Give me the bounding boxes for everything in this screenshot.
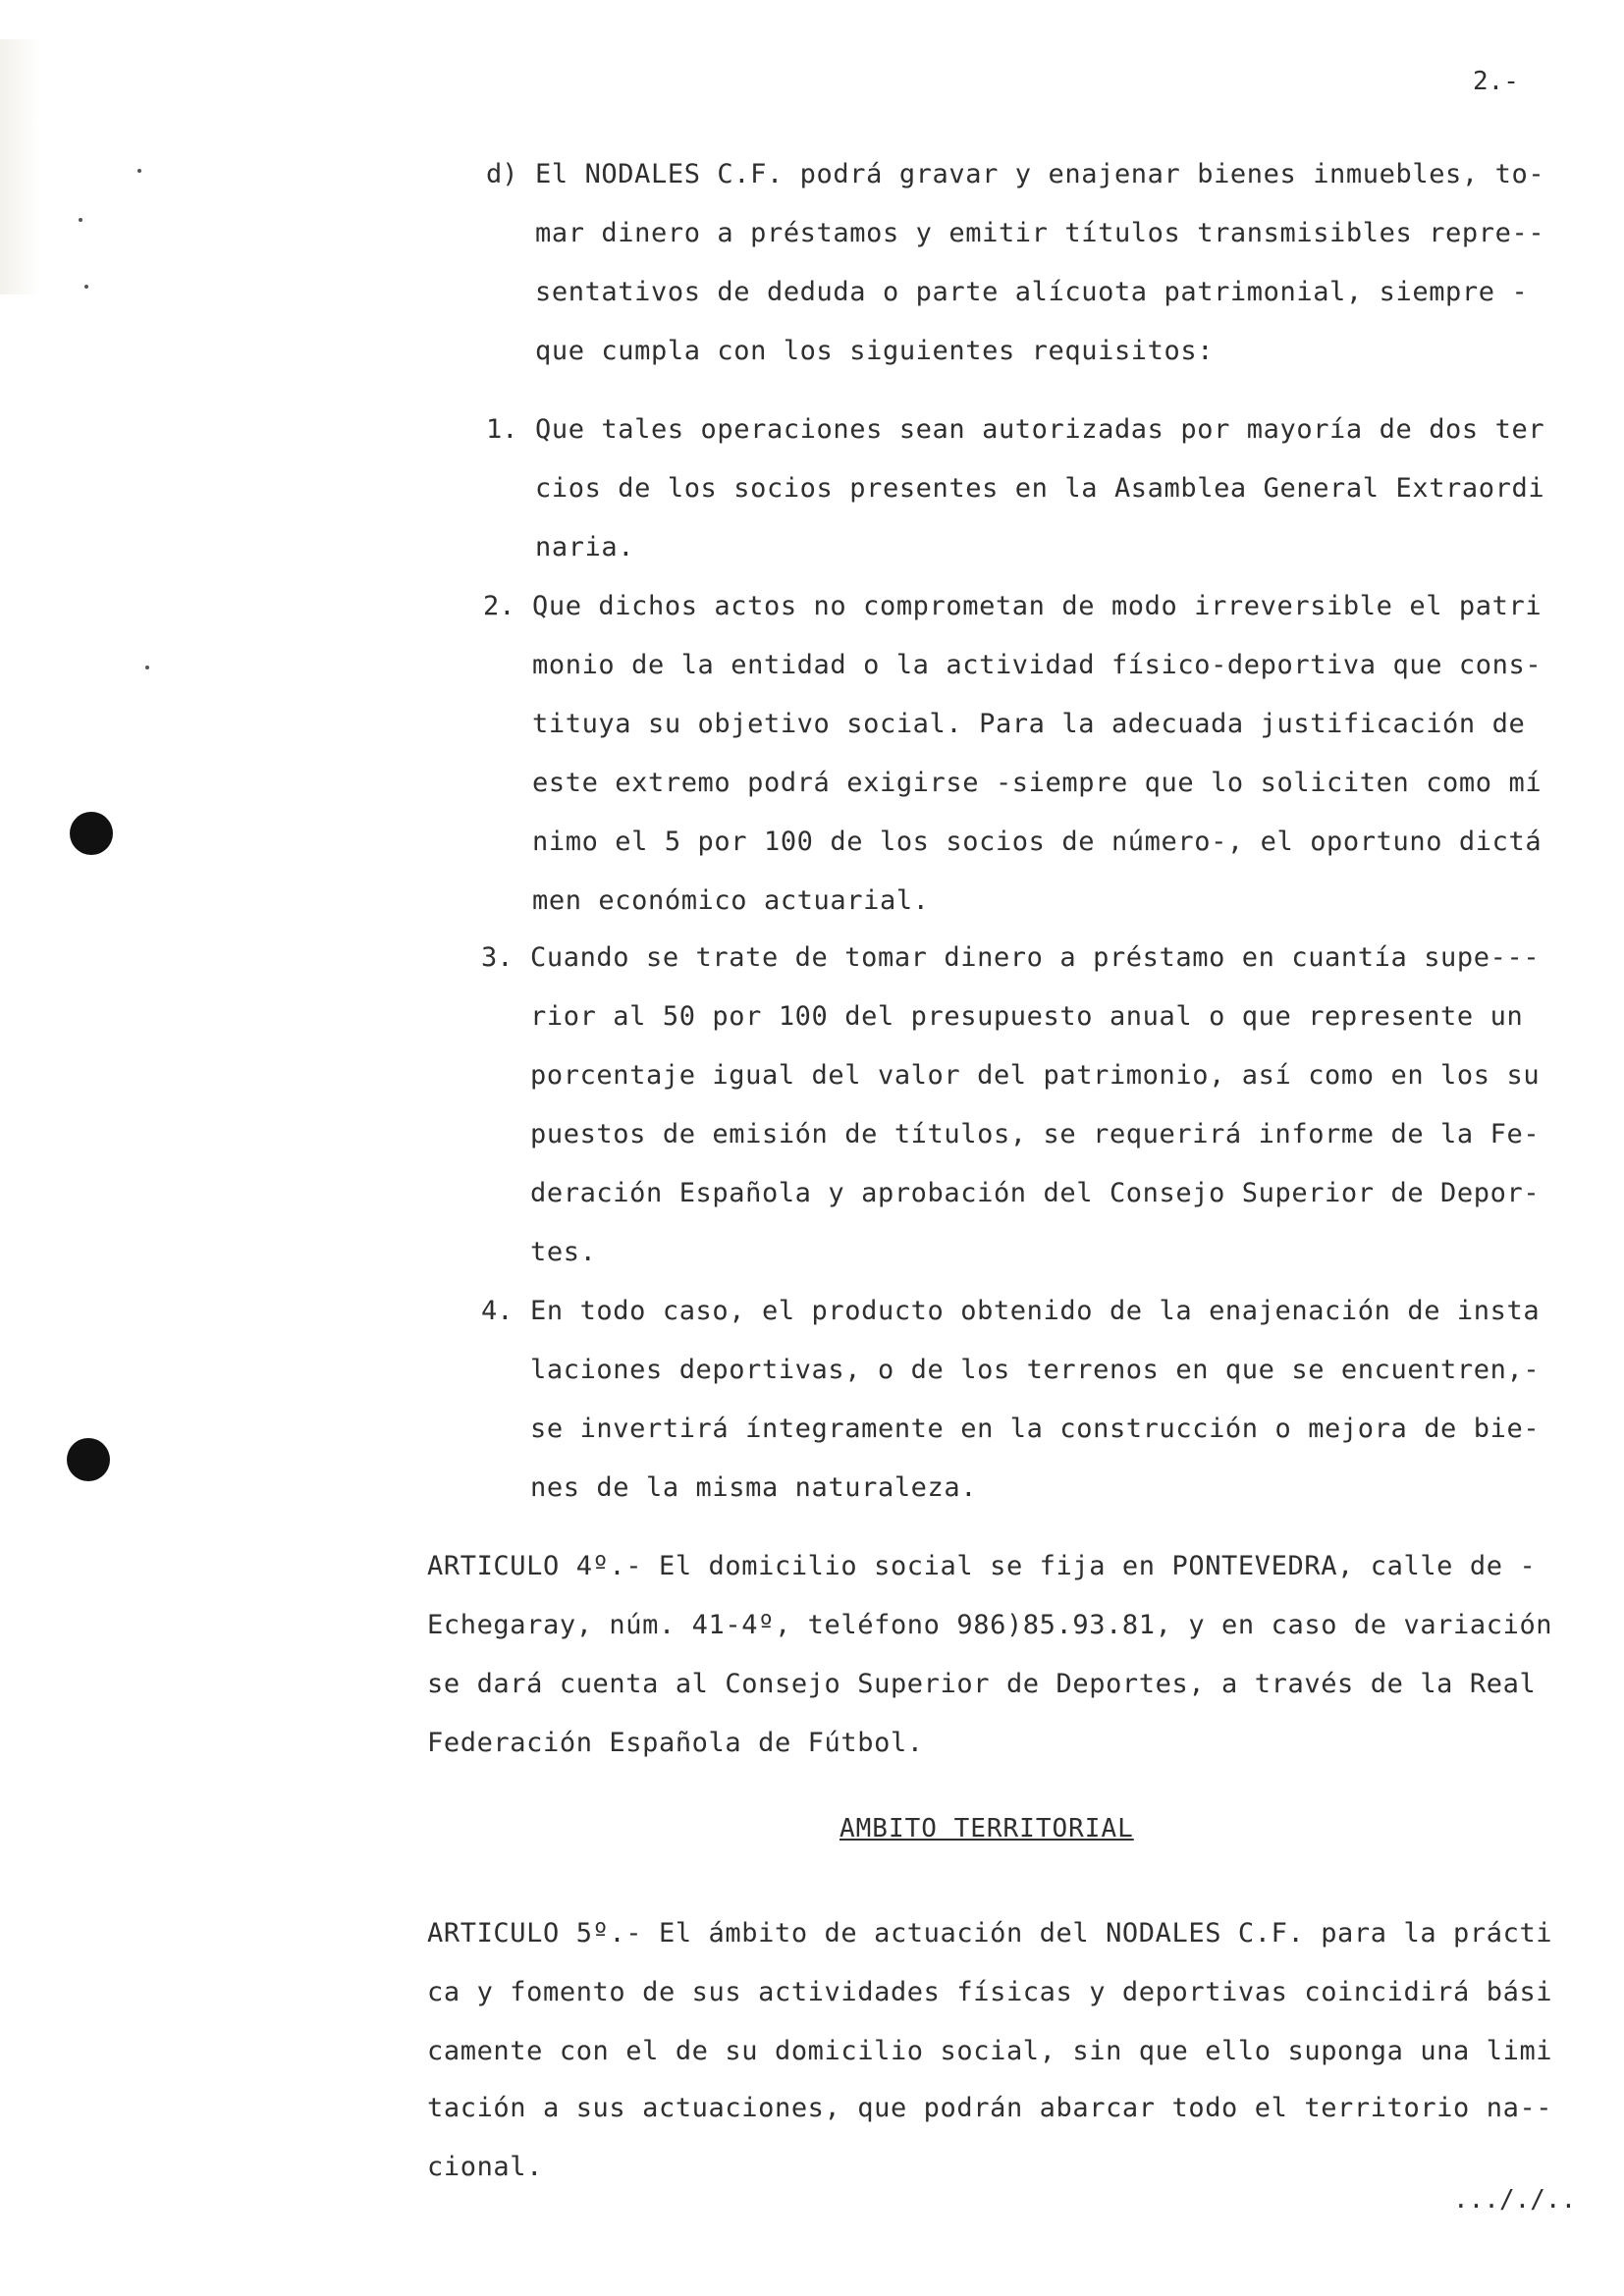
requirement-2-line: monio de la entidad o la actividad físico-deportiva que cons- <box>532 650 1543 680</box>
requirement-3-line: deración Española y aprobación del Consejo Superior de Depor- <box>530 1178 1541 1208</box>
articulo-4-line: se dará cuenta al Consejo Superior de Deportes, a través de la Real <box>427 1669 1537 1699</box>
articulo-5-line: cional. <box>427 2152 543 2182</box>
punch-hole-top <box>70 812 113 855</box>
requirement-3-line: porcentaje igual del valor del patrimonio, así como en los su <box>530 1060 1541 1091</box>
articulo-5-line: camente con el de su domicilio social, sin que ello suponga una limi <box>427 2036 1553 2066</box>
item-d-line: sentativos de deduda o parte alícuota patrimonial, siempre - <box>535 277 1529 307</box>
item-d-line: mar dinero a préstamos y emitir títulos transmisibles repre-- <box>535 218 1545 248</box>
requirement-3-line: rior al 50 por 100 del presupuesto anual o que represente un <box>530 1001 1524 1032</box>
paper-speck <box>84 285 88 289</box>
requirement-4-line: En todo caso, el producto obtenido de la enajenación de insta <box>530 1296 1541 1326</box>
requirement-1-line: Que tales operaciones sean autorizadas por mayoría de dos ter <box>535 414 1545 445</box>
section-heading: AMBITO TERRITORIAL <box>839 1814 1134 1843</box>
requirement-2-line: Que dichos actos no comprometan de modo irreversible el patri <box>532 591 1543 621</box>
articulo-5-line: ca y fomento de sus actividades físicas y deportivas coincidirá bási <box>427 1977 1553 2007</box>
requirement-2-line: nimo el 5 por 100 de los socios de número-, el oportuno dictá <box>532 827 1543 857</box>
articulo-5-line: ARTICULO 5º.- El ámbito de actuación del NODALES C.F. para la prácti <box>427 1918 1553 1949</box>
requirement-4-marker: 4. <box>481 1296 514 1326</box>
requirement-2-marker: 2. <box>483 591 515 621</box>
punch-hole-bottom <box>67 1438 110 1481</box>
paper-edge-stain <box>0 39 39 294</box>
requirement-1-line: cios de los socios presentes en la Asamblea General Extraordi <box>535 473 1545 504</box>
articulo-4-line: ARTICULO 4º.- El domicilio social se fija en PONTEVEDRA, calle de - <box>427 1551 1537 1581</box>
requirement-3-line: puestos de emisión de títulos, se requerirá informe de la Fe- <box>530 1119 1541 1149</box>
requirement-3-marker: 3. <box>481 942 514 973</box>
requirement-1-marker: 1. <box>486 414 518 445</box>
paper-speck <box>137 169 141 173</box>
requirement-4-line: laciones deportivas, o de los terrenos en que se encuentren,- <box>530 1355 1541 1385</box>
item-d-line: El NODALES C.F. podrá gravar y enajenar bienes inmuebles, to- <box>535 159 1545 189</box>
requirement-4-line: se invertirá íntegramente en la construcción o mejora de bie- <box>530 1414 1541 1444</box>
paper-speck <box>79 218 82 222</box>
articulo-4-line: Echegaray, núm. 41-4º, teléfono 986)85.93.81, y en caso de variación <box>427 1610 1553 1640</box>
requirement-3-line: tes. <box>530 1237 597 1267</box>
page-number: 2.- <box>1473 67 1519 96</box>
item-d-line: que cumpla con los siguientes requisitos: <box>535 336 1215 366</box>
item-d-marker: d) <box>486 159 518 189</box>
requirement-4-line: nes de la misma naturaleza. <box>530 1472 978 1503</box>
continuation-mark: ..././.. <box>1453 2185 1577 2215</box>
requirement-3-line: Cuando se trate de tomar dinero a préstamo en cuantía supe--- <box>530 942 1541 973</box>
articulo-4-line: Federación Española de Fútbol. <box>427 1728 924 1758</box>
paper-speck <box>145 666 149 669</box>
articulo-5-line: tación a sus actuaciones, que podrán abarcar todo el territorio na-- <box>427 2093 1553 2123</box>
requirement-1-line: naria. <box>535 532 635 562</box>
requirement-2-line: este extremo podrá exigirse -siempre que lo soliciten como mí <box>532 768 1543 798</box>
requirement-2-line: men económico actuarial. <box>532 885 930 916</box>
requirement-2-line: tituya su objetivo social. Para la adecuada justificación de <box>532 709 1526 739</box>
